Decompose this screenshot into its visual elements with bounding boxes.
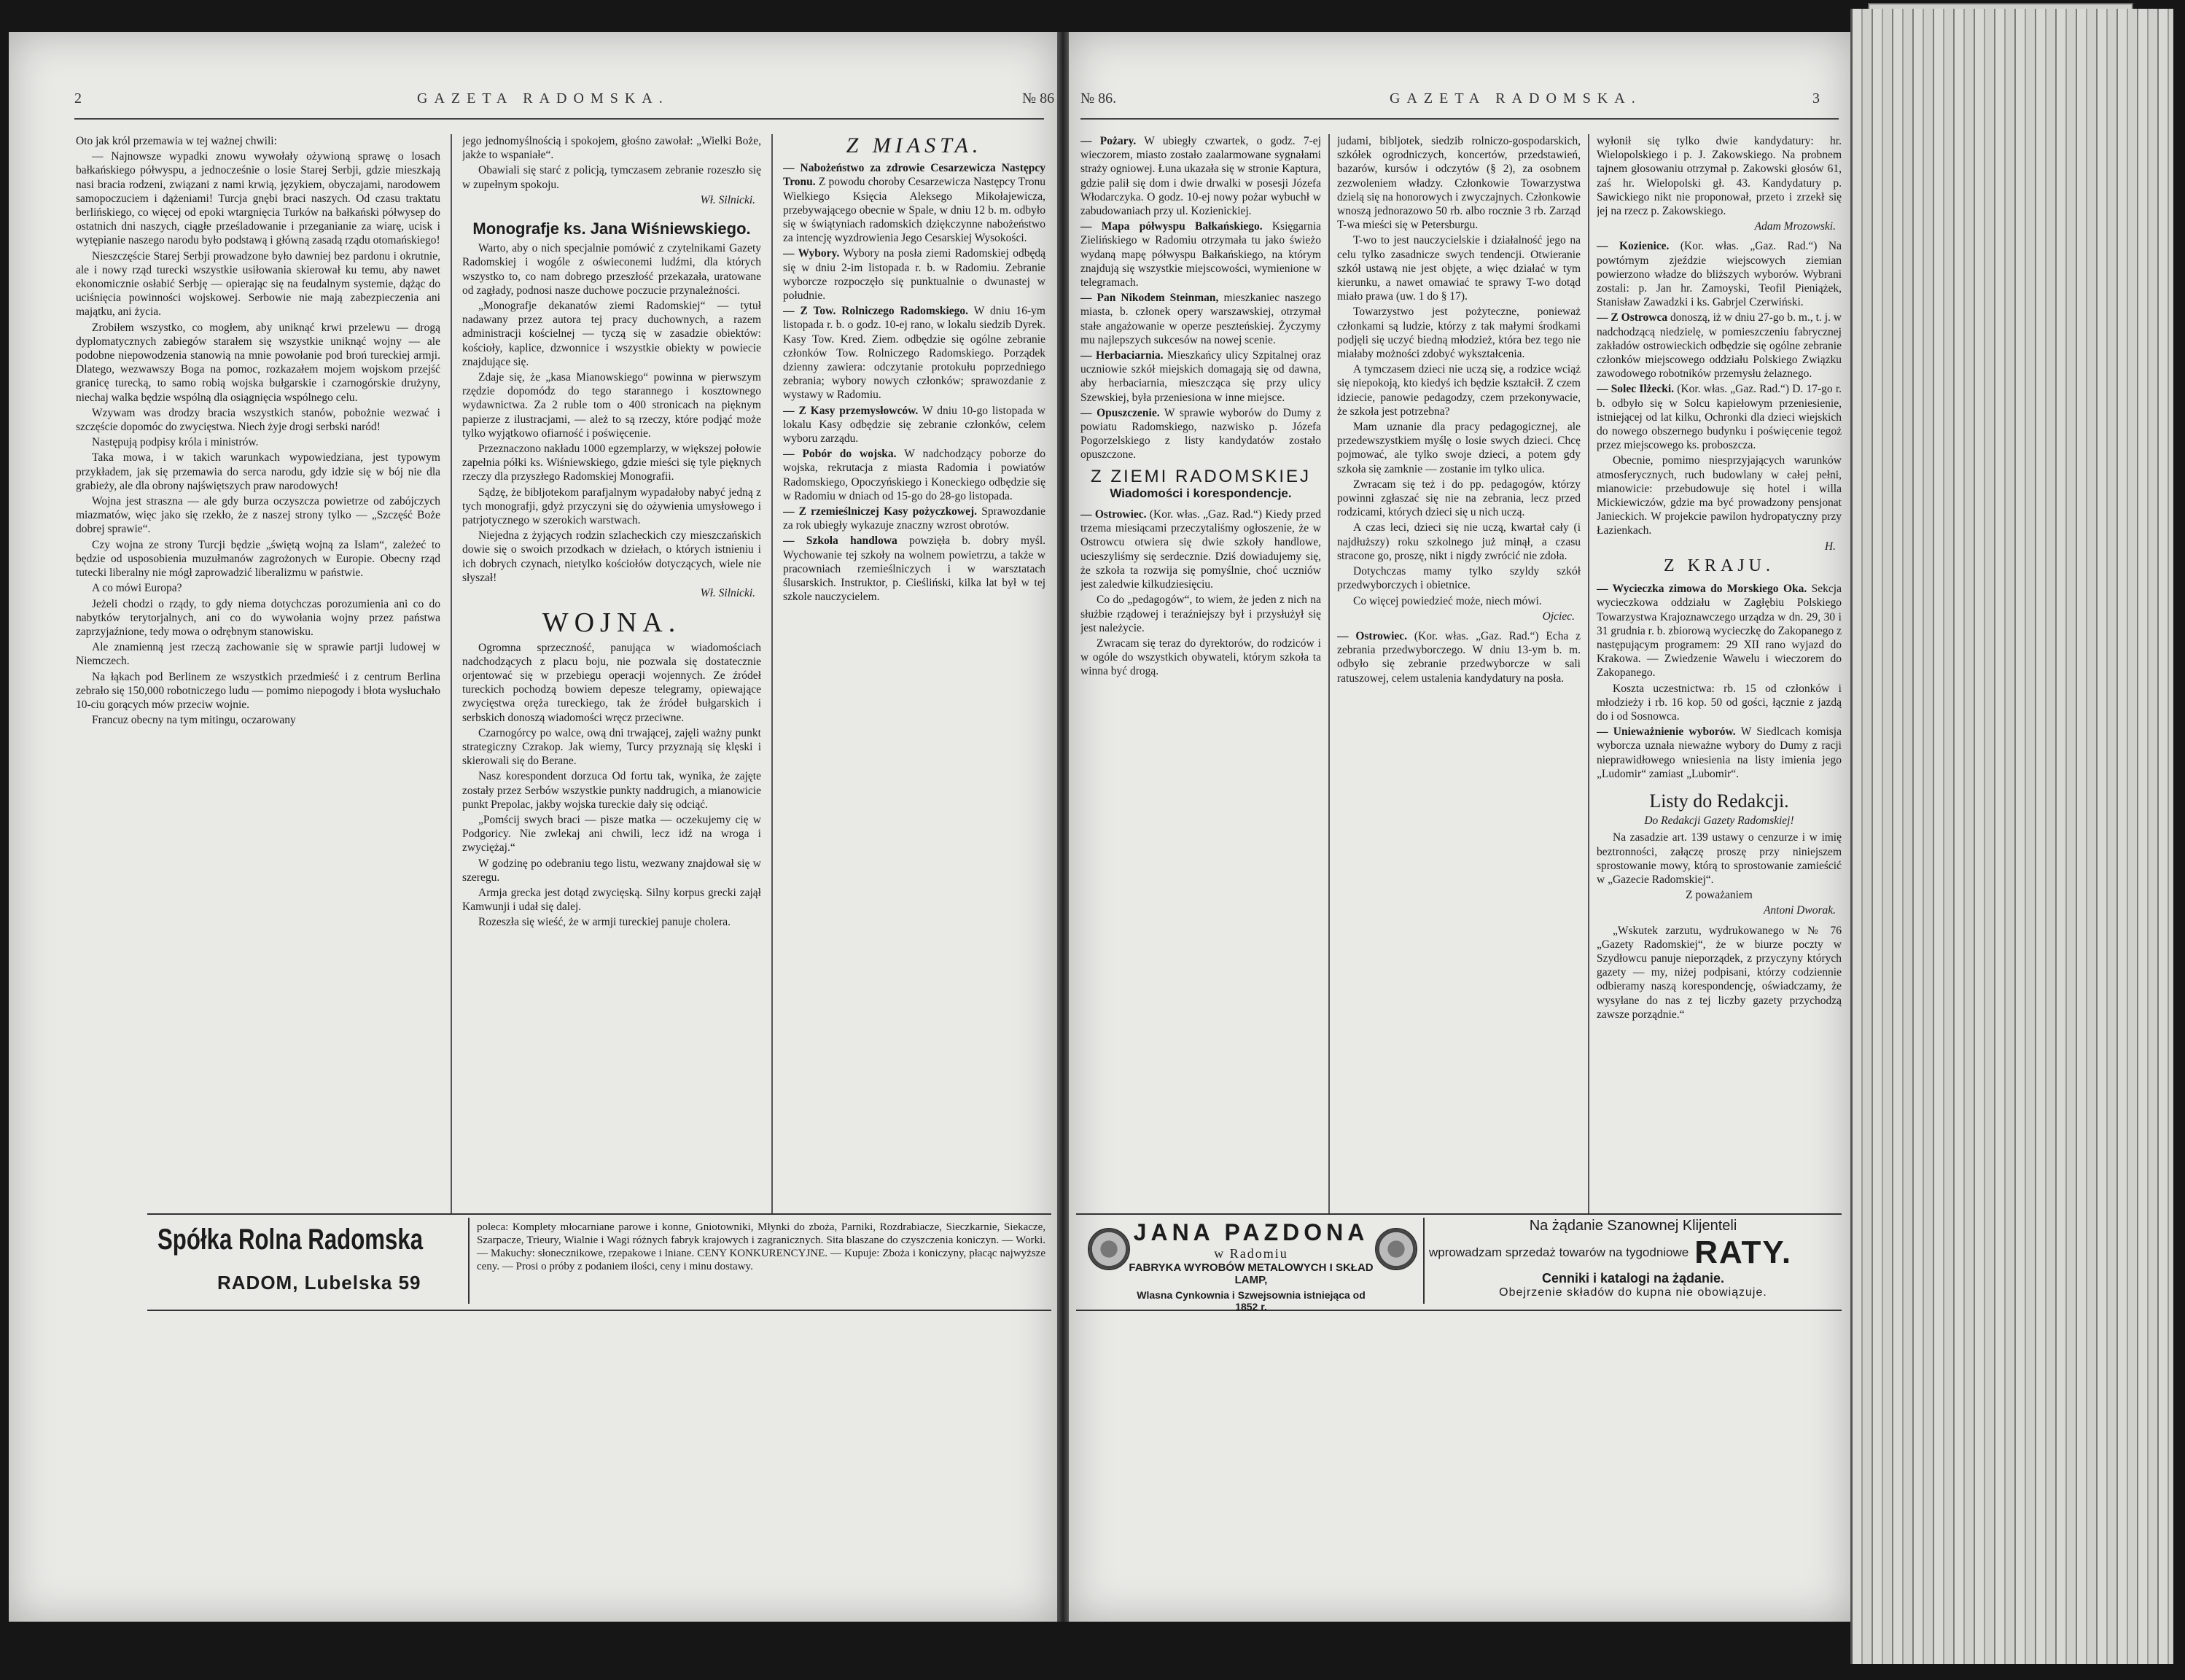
signature: Wł. Silnicki.: [700, 587, 755, 600]
paragraph: Co więcej powiedzieć może, niech mówi.: [1353, 594, 1542, 607]
right-column-1: [1080, 134, 1321, 1206]
ad-pazdona-subtitle: FABRYKA WYROBÓW METALOWYCH I SKŁAD LAMP,: [1129, 1261, 1374, 1286]
news-item-text: (Kor. włas. „Gaz. Rad.“) Echa z zebrania przedwyborczego. W dniu 13-ym b. m. odbyło się zebranie przedwyborcze w sali ratuszowej, celem ustalenia kandydatury na posła.: [1337, 629, 1581, 685]
news-item-text: W Siedlcach komisja wyborcza uznała nieważne wybory do Dumy z racji nieprawidłowego wniesienia na listy imienia jego „Ludomir“ zamiast „Lubomir“.: [1597, 726, 1842, 780]
paragraph: Wojna jest straszna — ale gdy burza oczyszcza powietrze od zabójczych miazmatów, więc jako się rzekło, że z naszej strony tylko — „Szczęść Boże dobrej sprawie“.: [76, 495, 440, 536]
news-item: [783, 304, 1045, 402]
news-item-title: — Wycieczka zimowa do Morskiego Oka.: [1597, 583, 1807, 596]
news-item-title: — Z Ostrowca: [1597, 311, 1668, 324]
section-subtitle: Wiadomości i korespondencje.: [1110, 486, 1292, 500]
signature: Antoni Dworak.: [1763, 904, 1836, 917]
paragraph: wyłonił się tylko dwie kandydatury: hr. Wielopolskiego i p. J. Zakowskiego. Na probnem tajnem głosowaniu otrzymał p. Zakowski głosów 61, zaś hr. Wielopolski gł. 43. Kandydatury p. Sawickiego nikt nie proponował, przeto i zrzekł się jej na rzecz p. Zakowskiego.: [1597, 135, 1842, 218]
news-item-title: — Szkoła handlowa: [783, 534, 897, 548]
paragraph: Niejedna z żyjących rodzin szlacheckich czy mieszczańskich dowie się o swoich przodkach w dziełach, o których istnieniu i ich dobrych czynach, nietylko kościołów dotyczących, wiele nie słyszał!: [462, 529, 761, 584]
news-item: [1597, 311, 1842, 381]
right-column-3: [1597, 134, 1842, 1206]
news-item-text: W nadchodzący poborze do wojska, rekrutacja z miasta Radomia i powiatów Radomskiego, Opoczyńskiego i Koneckiego odbędzie się w Radomiu w dniach od 15-go do 28-go listopada.: [783, 448, 1045, 502]
paragraph: Zrobiłem wszystko, co mogłem, aby uniknąć krwi przelewu — drogą dyplomatycznych zabiegów starałem się wszystkie uniknąć wojny — ale podobne niepowodzenia stanowią na mnie powołanie pod broń tureckiej armji. Dlatego, wezwawszy Boga na pomoc, rozkazałem mojem wojskom przejść granicę turecką, to samo robią wojska bułgarskie i czarnogórskie drużyny, niechaj walka będzie wspólną dla osiągnięcia wspólnego celu.: [76, 321, 440, 404]
paragraph: Nieszczęście Starej Serbji prowadzone było dawniej bez pardonu i okrutnie, ale i nowy rząd turecki wszystkie usiłowania skierował ku temu, aby nawet ekonomicznie osłabić Serbję — opierając się na feudalnym systemie, dążąc do uciśnięcia powinności wojskowej. Serbowie nie mają zabezpieczenia ani majątku, ani życia.: [76, 249, 440, 319]
paragraph: Koszta uczestnictwa: rb. 15 od członków i młodzieży i rb. 16 kop. 50 od gości, łącznie z jazdą do i od Sosnowca.: [1597, 682, 1842, 723]
news-item-text: (Kor. włas. „Gaz. Rad.“) Na powtórnym zjeździe wiejscowych ziemian powierzono władze do bliższych wyborów. Wybrani zostali: p. Jan hr. Zamoyski, Teofil Pieniążek, Stanisław Zawadzki i ks. Gabrjel Czerwiński.: [1597, 240, 1842, 309]
header-rule-left: [74, 118, 1044, 120]
news-item-text: Sekcja wycieczkowa oddziału w Zagłębiu Polskiego Towarzystwa Krajoznawczego urządza w dn. 29, 30 i 31 grudnia r. b. zbiorową wycieczkę do Zakopanego z następującym programem: 29 XII rano wyjazd do Krakowa. — Zwiedzenie Wawelu i wieczorem do Zakopanego.: [1597, 583, 1842, 680]
news-item-text: (Kor. włas. „Gaz. Rad.“) D. 17-go r. b. odbyło się w Solcu kapiełowym przeniesienie, istniejącej od lat kilku, Ochronki dla dzieci wiejskich do nowego obszernego budynku i poświęcenie tegoż przez miejscowego ks. proboszcza.: [1597, 383, 1842, 452]
news-item-title: — Mapa półwyspu Bałkańskiego.: [1080, 220, 1263, 233]
paragraph: „Monografje dekanatów ziemi Radomskiej“ — tytuł nadawany przez autora tej pracy duchownych, a razem administracji kościelnej — tyczą się w zasadzie obiektów: kościoły, kaplice, dzwonnice i wszystkie obiekty w powiecie znajdujące się.: [462, 300, 761, 368]
news-item: [1080, 134, 1321, 218]
paragraph: Przeznaczono nakładu 1000 egzemplarzy, w większej połowie zapełnia półki ks. Wiśniewskiego, gdzie mieści się tyle pięknych rzeczy dla przyszłego Radomskiej Monografii.: [462, 443, 761, 483]
paragraph: T-wo to jest nauczycielskie i działalność jego na celu tylko zasadnicze swych tendencji. Otwieranie szkół ustawą nie jest objęte, a więc działać w tym kierunku, a nawet omawiać te sprawy T-wo dotąd miało prawa (uw. 1 do § 17).: [1337, 234, 1581, 303]
medal-icon: [1375, 1228, 1417, 1270]
section-title-z-miasta: Z MIASTA.: [846, 134, 983, 158]
ad-company-address: RADOM, Lubelska 59: [217, 1272, 421, 1294]
column-rule: [1588, 134, 1589, 1213]
news-item: [1337, 629, 1581, 685]
ad-raty-line4: Obejrzenie składów do kupna nie obowiązuje.: [1499, 1286, 1767, 1299]
news-item-text: donoszą, iż w dniu 27-go b. m., t. j. w nadchodzącą niedzielę, w pomieszczeniu fabrycznej zakładów ostrowieckich odbędzie się ogólne zebranie członków miejscowego oddziału Polskiego Związku zawodowego robotników przemysłu żelaznego.: [1597, 311, 1842, 381]
news-item-title: — Ostrowiec.: [1337, 629, 1408, 642]
paragraph: Jeżeli chodzi o rządy, to gdy niema dotychczas porozumienia ani co do nabytków terytorjalnych, ani co do wywołania wojny przez państwa zaprzyjaźnione, tedy mowa o odrębnym stanowisku.: [76, 597, 440, 638]
ad-raty-word: RATY.: [1694, 1234, 1793, 1270]
news-item-text: Z powodu choroby Cesarzewicza Następcy Tronu Wielkiego Księcia Aleksego Mikołajewicza, przebywającego obecnie w Spale, w dniu 12 b. m. odbyło się w świątyniach radomskich dziękczynne nabożeństwo za intencję wyzdrowienia Jego Cesarskiej Wysokości.: [783, 176, 1045, 245]
masthead-right: GAZETA RADOMSKA.: [1390, 90, 1642, 106]
signature: Adam Mrozowski.: [1754, 220, 1836, 233]
news-item: [783, 246, 1045, 303]
column-rule: [451, 134, 452, 1213]
paragraph: Wzywam was drodzy bracia wszystkich stanów, pobożnie wezwać i szczęście dopomóc do zwycięstwa. Niech żyje drogi serbski naród!: [76, 406, 440, 434]
news-item: [1597, 239, 1842, 309]
header-rule-right: [1080, 118, 1839, 120]
paragraph: Francuz obecny na tym mitingu, oczarowany: [92, 714, 296, 727]
paragraph: jego jednomyślnością i spokojem, głośno zawołał: „Wielki Boże, jakże to wspaniałe“.: [462, 135, 761, 162]
news-item-title: — Herbaciarnia.: [1080, 349, 1164, 362]
news-item-title: — Solec Ilżecki.: [1597, 383, 1675, 396]
paragraph: Ale znamienną jest rzeczą zachowanie się w sprawie partji ludowej w Niemczech.: [76, 641, 440, 668]
news-item-title: — Z Tow. Rolniczego Radomskiego.: [783, 305, 969, 318]
news-item: [783, 447, 1045, 503]
news-item-text: W dniu 10-go listopada w lokalu Kasy odbędzie się zebranie członków, celem wyboru zarządu.: [783, 404, 1045, 446]
news-item: [783, 161, 1045, 245]
right-page: [1069, 32, 1850, 1622]
paragraph: Czarnogórcy po walce, ową dni trwającej, zajęli ważny punkt strategiczny Czrakop. Jak wiemy, Turcy przyznają się klęski i skierowali się do Berane.: [462, 726, 761, 768]
left-column-3: [783, 134, 1045, 1206]
news-item: [1080, 219, 1321, 289]
ad-company-name: Spółka Rolna Radomska: [157, 1224, 424, 1256]
news-item: [1080, 291, 1321, 347]
signature: H.: [1824, 540, 1836, 553]
news-item-title: — Z Kasy przemysłowców.: [783, 404, 919, 417]
masthead-left: GAZETA RADOMSKA.: [417, 90, 669, 106]
ad-pazdona-title: JANA PAZDONA: [1133, 1219, 1369, 1245]
ad-description: poleca: Komplety młocarniane parowe i konne, Gniotowniki, Młynki do zboża, Parniki, Rozdrabiacze, Sieczkarnie, Siekacze, Szarpacze, Trieury, Wialnie i Wagi różnych fabryk krajowych i zagranicznych. Sita blaszane do czyszczenia koniczyn. — Worki. — Makuchy: słonecznikowe, rzepakowe i lniane. CENY KONKURENCYJNE. — Kupuje: Zboża i koniczyny, płacąc najwyższe ceny. — Prosi o próby z podaniem ilości, ceny i minu dostawy.: [477, 1221, 1045, 1272]
paragraph: „Wskutek zarzutu, wydrukowanego w № 76 „Gazety Radomskiej“, że w biurze poczty w Szydłowcu panuje nieporządek, z przyczyny których gazety — my, niżej podpisani, którzy codziennie odbieramy naszą korespondencję, oświadczamy, że wysyłane do nas z tej liczby gazety przychodzą zawsze porządnie.“: [1597, 924, 1842, 1021]
paragraph: Obawiali się starć z policją, tymczasem zebranie rozeszło się w zupełnym spokoju.: [462, 164, 761, 191]
column-rule: [1328, 134, 1330, 1213]
news-item-title: — Opuszczenie.: [1080, 406, 1160, 419]
paragraph: Sądzę, że bibljotekom parafjalnym wypadałoby nabyć jedną z tych monografji, gdyż przyczyni się do ożywienia umysłowego i patrjotycznego w szerokich warstwach.: [462, 486, 761, 527]
news-item-title: — Pan Nikodem Steinman,: [1080, 292, 1219, 305]
paragraph: Taka mowa, i w takich warunkach wypowiedziana, jest typowym przykładem, jak się przemawia do serca narodu, gdy idzie się w bój nie dla grabieży, ale dla obrony najświętszych praw narodowych!: [76, 451, 440, 492]
ad-divider: [468, 1218, 470, 1304]
news-item-text: powzięła b. dobry myśl. Wychowanie tej szkoły na wolnem powietrzu, a także w pracowniach rzemieślniczych i w warsztatach ślusarskich. Instruktor, p. Cieśliński, kilka lat był w tej szkole nauczycielem.: [783, 534, 1045, 604]
book-gutter: [1057, 32, 1069, 1622]
left-column-1: [76, 134, 440, 1206]
paragraph: judami, bibljotek, siedzib rolniczo-gospodarskich, szkółek ogrodniczych, koncertów, przedstawień, bazarów, kursów i odczytów (§ 2), za osobnem zezwoleniem władzy. Członkowie Towarzystwa dzielą się na honorowych i zwyczajnych. Członkowie wnoszą jednorazowo 50 rb. albo rocznie 3 rb. Zarząd T-wa mieści się w Petersburgu.: [1337, 135, 1581, 232]
section-title-z-ziemi-radomskiej: Z ZIEMI RADOMSKIEJ: [1090, 466, 1311, 486]
paragraph: Oto jak król przemawia w tej ważnej chwili:: [76, 135, 277, 147]
paragraph: Następują podpisy króla i ministrów.: [92, 436, 259, 449]
paragraph: — Najnowsze wypadki znowu wywołały ożywioną sprawę o losach bałkańskiego półwyspu, a jednocześnie o losie Starej Serbji, gdzie mieszkają nasi bracia rodzeni, związani z nami krwią, językiem, obyczajami, narodowem samopoczuciem i dążeniami! Turcja gnębi braci naszych. Od czasu traktatu berlińskiego, co więcej od epoki wtargnięcia Turków na bałkański półwysep do ostatnich dni naszych, ciągłe prześladowanie i przeganianie za wiarę, ucisk i wytępianie naszego narodu było podstawą i główną zasadą rządu otomańskiego!: [76, 150, 440, 247]
advertisement-left: [147, 1213, 1051, 1311]
news-item: [783, 505, 1045, 532]
paragraph: Obecnie, pomimo niesprzyjających warunków atmosferycznych, ruch budowlany w całej pełni, mianowicie: przebudowuje się hotel i willa Mickiewiczów, gdzie ma być prowadzony pensjonat Janieckich. W projekcie pawilon hydropatyczny przy Łazienkach.: [1597, 454, 1842, 537]
left-column-2: [462, 134, 761, 1206]
news-item-text: mieszkaniec naszego miasta, b. członek opery warszawskiej, otrzymał stałe angażowanie w operze peszteńskiej. Życzymy mu najlepszych sukcesów na nowej scenie.: [1080, 292, 1321, 346]
paragraph: Na zasadzie art. 139 ustawy o cenzurze i w imię beztronności, załączę proszę przy niniejszem sprostowanie mowy, którą to sprostowanie zamieścić w „Gazecie Radomskiej“.: [1597, 831, 1842, 886]
signature: Wł. Silnicki.: [700, 193, 755, 206]
paragraph: Ogromna sprzeczność, panująca w wiadomościach nadchodzących z placu boju, nie pozwala się dostatecznie orjentować się w przebiegu operacji wojennych. Ze źródeł tureckich pochodzą bowiem depesze telegramy, opiewające zwycięstwa oręża tureckiego, tak że źródeł bułgarskich i serbskich donoszą wiadomości wręcz przeciwne.: [462, 641, 761, 724]
news-item-text: Mieszkańcy ulicy Szpitalnej oraz uczniowie szkół miejskich domagają się od dawna, aby herbaciarnia, mieszcząca się przy ulicy Szewskiej, była przeniesiona w inne miejsce.: [1080, 349, 1321, 404]
letter-closing: Z poważaniem: [1686, 889, 1753, 902]
page-number-right: 3: [1812, 90, 1820, 106]
news-item: [1080, 508, 1321, 591]
paragraph: Nasz korespondent dorzuca Od fortu tak, wynika, że zajęte zostały przez Serbów wszystkie punkty naddrugich, a mianowicie punkt Prepolac, jakby wojska tureckie dały się odciąć.: [462, 770, 761, 811]
paragraph: Zdaje się, że „kasa Mianowskiego“ powinna w pierwszym rzędzie dopomódz do tego starannego i kosztownego wydawnictwa. Za 2 ruble tom o 400 stronicach na pięknym papierze z ilustracjami, — ależ to są rzeczy, które podjąć może tylko wyjątkowo ofiarność i poświęcenie.: [462, 371, 761, 440]
page-number-left: 2: [74, 90, 82, 106]
news-item: [1597, 582, 1842, 680]
news-item-title: — Ostrowiec.: [1080, 508, 1147, 521]
paragraph: A czas leci, dzieci się nie uczą, kwartał cały (i najdłuższy) roku szkolnego już minął, a czasu stracone go, proszę, nikt i nigdy zwrócić nie zdoła.: [1337, 521, 1581, 562]
news-item-text: W sprawie wyborów do Dumy z powiatu Radomskiego, nazwisko p. Józefa Pogorzelskiego z listy kandydatów zostało opuszczone.: [1080, 406, 1321, 462]
paragraph: A tymczasem dzieci nie uczą się, a rodzice wciąż się niepokoją, kto kiedyś ich będzie kształcił. Z czem idziecie, panowie pedagodzy, czem przekonywacie, że szkoła jest potrzebna?: [1337, 363, 1581, 418]
column-rule: [771, 134, 773, 1213]
article-title-monografje: Monografje ks. Jana Wiśniewskiego.: [472, 219, 751, 238]
paragraph: Mam uznanie dla pracy pedagogicznej, ale przedewszystkiem myślę o losie swych dzieci. Chcę pojmować, ale tylko swoje dzieci, a potem gdy szkoła się zamknie — zostanie im tylko ulica.: [1337, 421, 1581, 475]
news-item-title: — Wybory.: [783, 247, 840, 260]
paragraph: Towarzystwo jest pożyteczne, ponieważ członkami są ludzie, którzy z tak małymi środkami podjęli się uczyć biedną młodzież, która bez tego nie miałaby możności zdobyć wykształcenia.: [1337, 306, 1581, 361]
news-item: [1080, 406, 1321, 462]
news-item-text: Sprawozdanie za rok ubiegły wykazuje znaczny wzrost obrotów.: [783, 505, 1045, 532]
news-item-text: W dniu 16-ym listopada r. b. o godz. 10-ej rano, w lokalu siedzib Dyrek. Kasy Tow. Kred. Ziem. odbędzie się ogólne zebranie członków Tow. Rolniczego Radomskiego. Porządek dzienny zawiera: odczytanie protokułu poprzedniego zebrania; wybory nowych członków; sprawozdanie z wystawy w Radomiu.: [783, 305, 1045, 402]
news-item-title: — Nabożeństwo za zdrowie Cesarzewicza Następcy Tronu.: [783, 162, 1045, 189]
news-item-text: Wybory na posła ziemi Radomskiej odbędą się w dniu 2-im listopada r. b. w Radomiu. Zebranie wyborcze rozpoczęło się punktualnie o dwunastej w południe.: [783, 247, 1045, 303]
news-item-title: — Unieważnienie wyborów.: [1597, 726, 1736, 739]
news-item-text: W ubiegły czwartek, o godz. 7-ej wieczorem, miasto zostało zaalarmowane sygnałami straży ogniowej. Łuna ukazała się w stronie Kaptura, gdzie palił się dom i dwie drwalki w posesji Józefa Włodarczyka. O godz. 10-ej nowy pożar wybuchł w zabudowaniach przy ul. Kozienickiej.: [1080, 135, 1321, 218]
medal-icon: [1088, 1228, 1130, 1270]
paragraph: Zwracam się też i do pp. pedagogów, którzy powinni zgłaszać się nie na zebrania, lecz przed rodzicami, których dzieci się u nich uczą.: [1337, 478, 1581, 519]
news-item-title: — Pobór do wojska.: [783, 448, 897, 461]
page-edges: [1850, 9, 2173, 1664]
news-item: [783, 404, 1045, 446]
ad-pazdona-city: w Radomiu: [1214, 1246, 1288, 1261]
news-item: [783, 534, 1045, 604]
paragraph: Rozeszła się wieść, że w armji tureckiej panuje cholera.: [478, 916, 731, 929]
paragraph: „Pomścij swych braci — pisze matka — oczekujemy cię w Podgoricy. Nie zwlekaj ani chwili, lecz idź na wroga i zwyciężaj.“: [462, 813, 761, 855]
paragraph: Czy wojna ze strony Turcji będzie „świętą wojną za Islam“, zależeć to będzie od usposobienia muzułmanów zagrożonych w Europie. Obecny rząd tutecki liberalny nie mógł zaprowadzić liberalizmu w państwie.: [76, 538, 440, 580]
issue-number-right: № 86.: [1080, 90, 1117, 106]
news-item: [1597, 382, 1842, 452]
news-item: [1080, 349, 1321, 405]
news-item-text: (Kor. włas. „Gaz. Rad.“) Kiedy przed trzema miesiącami przeczytaliśmy ogłoszenie, że w Ostrowcu otwiera się dwie szkoły handlowe, ucieszyliśmy się serdecznie. Dziś dowiadujemy się, że szkoła ta rozwija się pomyślnie, choć uczniów jest zaledwie kilkudziesięciu.: [1080, 508, 1321, 591]
paragraph: W godzinę po odebraniu tego listu, wezwany znajdował się w szeregu.: [462, 857, 761, 884]
news-item-text: Księgarnia Zielińskiego w Radomiu otrzymała tu jako świeżo wydaną mapę półwyspu Bałkańskiego, na którym znajdują się wszystkie miejscowości, wymienione w telegramach.: [1080, 220, 1321, 289]
ad-raty-line2: wprowadzam sprzedaż towarów na tygodniowe: [1429, 1245, 1689, 1259]
paragraph: Co do „pedagogów“, to wiem, że jeden z nich na służbie rządowej i teraźniejszy był i przysłużył się jest należycie.: [1080, 594, 1321, 634]
section-title-listy: Listy do Redakcji.: [1649, 790, 1789, 812]
issue-number-left: № 86: [1022, 90, 1055, 106]
ad-pazdona-street: Wlasna Cynkownia i Szwejsownia istniejąca od 1852 r.: [1137, 1289, 1366, 1312]
letter-salutation: Do Redakcji Gazety Radomskiej!: [1644, 814, 1794, 828]
advertisement-right: [1076, 1213, 1842, 1311]
news-item-title: — Kozienice.: [1597, 240, 1670, 253]
ad-divider: [1423, 1218, 1425, 1304]
paragraph: Warto, aby o nich specjalnie pomówić z czytelnikami Gazety Radomskiej i wogóle z oświeconemi ludźmi, dla których wszystko to, co nam dobrego przeszłość przekazała, uratowane od zagłady, podnosi nasze duchowe poczucie przynależności.: [462, 242, 761, 297]
left-page: [9, 32, 1057, 1622]
paragraph: A co mówi Europa?: [92, 582, 182, 595]
paragraph: Zwracam się teraz do dyrektorów, do rodziców i w ogóle do wszystkich obywateli, którym szkoła ta winna być drogą.: [1080, 637, 1321, 678]
ad-raty-line1: Na żądanie Szanownej Klijenteli: [1529, 1218, 1737, 1234]
news-item-title: — Z rzemieślniczej Kasy pożyczkowej.: [783, 505, 978, 518]
article-title-wojna: WOJNA.: [542, 607, 682, 639]
paragraph: Dotychczas mamy tylko szyldy szkół przedwyborczych i obietnice.: [1337, 565, 1581, 592]
news-item: [1597, 725, 1842, 781]
ad-raty-line3: Cenniki i katalogi na żądanie.: [1541, 1271, 1725, 1286]
section-title-z-kraju: Z KRAJU.: [1663, 556, 1775, 575]
paragraph: Na łąkach pod Berlinem ze wszystkich przedmieść i z centrum Berlina zebrało się 150,000 robotniczego ludu — pomimo niepogody i błota wysłuchało 10-ciu gorących mów przeciw wojnie.: [76, 670, 440, 711]
right-column-2: [1337, 134, 1581, 1206]
signature: Ojciec.: [1542, 610, 1575, 623]
paragraph: Armja grecka jest dotąd zwycięską. Silny korpus grecki zajął Kamwunji i udał się dalej.: [462, 886, 761, 914]
news-item-title: — Pożary.: [1080, 135, 1137, 147]
